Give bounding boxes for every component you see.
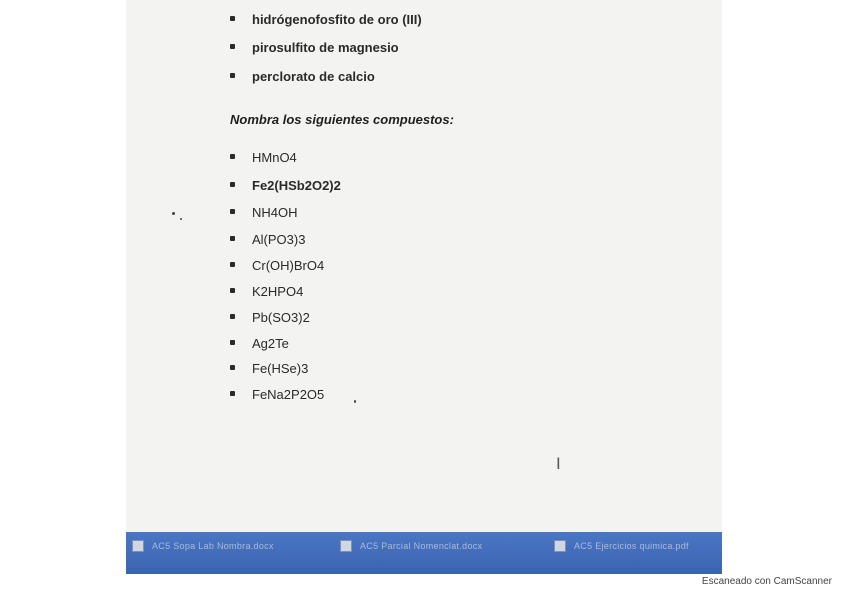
bullet-icon xyxy=(230,182,235,187)
bullet-icon xyxy=(230,209,235,214)
taskbar-item[interactable]: AC5 Ejercicios quimica.pdf xyxy=(554,538,689,554)
scan-speck xyxy=(180,218,182,220)
scan-speck xyxy=(172,212,175,215)
scan-speck xyxy=(354,400,356,403)
text-cursor-icon: I xyxy=(556,454,561,473)
bullet-icon xyxy=(230,314,235,319)
bullet-icon xyxy=(230,44,235,49)
bullet-icon xyxy=(230,16,235,21)
taskbar-item[interactable]: AC5 Sopa Lab Nombra.docx xyxy=(132,538,274,554)
bullet-icon xyxy=(230,365,235,370)
bullet-icon xyxy=(230,154,235,159)
bullet-icon xyxy=(230,236,235,241)
document-icon xyxy=(554,540,566,552)
bullet-icon xyxy=(230,262,235,267)
section-heading: Nombra los siguientes compuestos: xyxy=(230,112,454,127)
taskbar-item[interactable]: AC5 Parcial Nomenclat.docx xyxy=(340,538,482,554)
bullet-icon xyxy=(230,73,235,78)
bullet-icon xyxy=(230,391,235,396)
camscanner-watermark: Escaneado con CamScanner xyxy=(701,576,832,587)
taskbar xyxy=(126,532,722,574)
scanned-page: hidrógenofosfito de oro (III) pirosulfito de magnesio perclorato de calcio Nombra los siguientes compuestos: HMnO4 Fe2(HSb2O2)2 NH4OH Al(PO3)3 Cr(OH)BrO4 K2HPO4 Pb(SO3)2 Ag2Te Fe(HSe)3 FeNa2P2O5 I AC5 Sopa Lab Nombra.docx AC5 Parcial Nomenclat.docx AC5 Ejercicios quimica.pdf xyxy=(126,0,722,574)
document-icon xyxy=(340,540,352,552)
bullet-icon xyxy=(230,288,235,293)
bullet-icon xyxy=(230,340,235,345)
document-icon xyxy=(132,540,144,552)
